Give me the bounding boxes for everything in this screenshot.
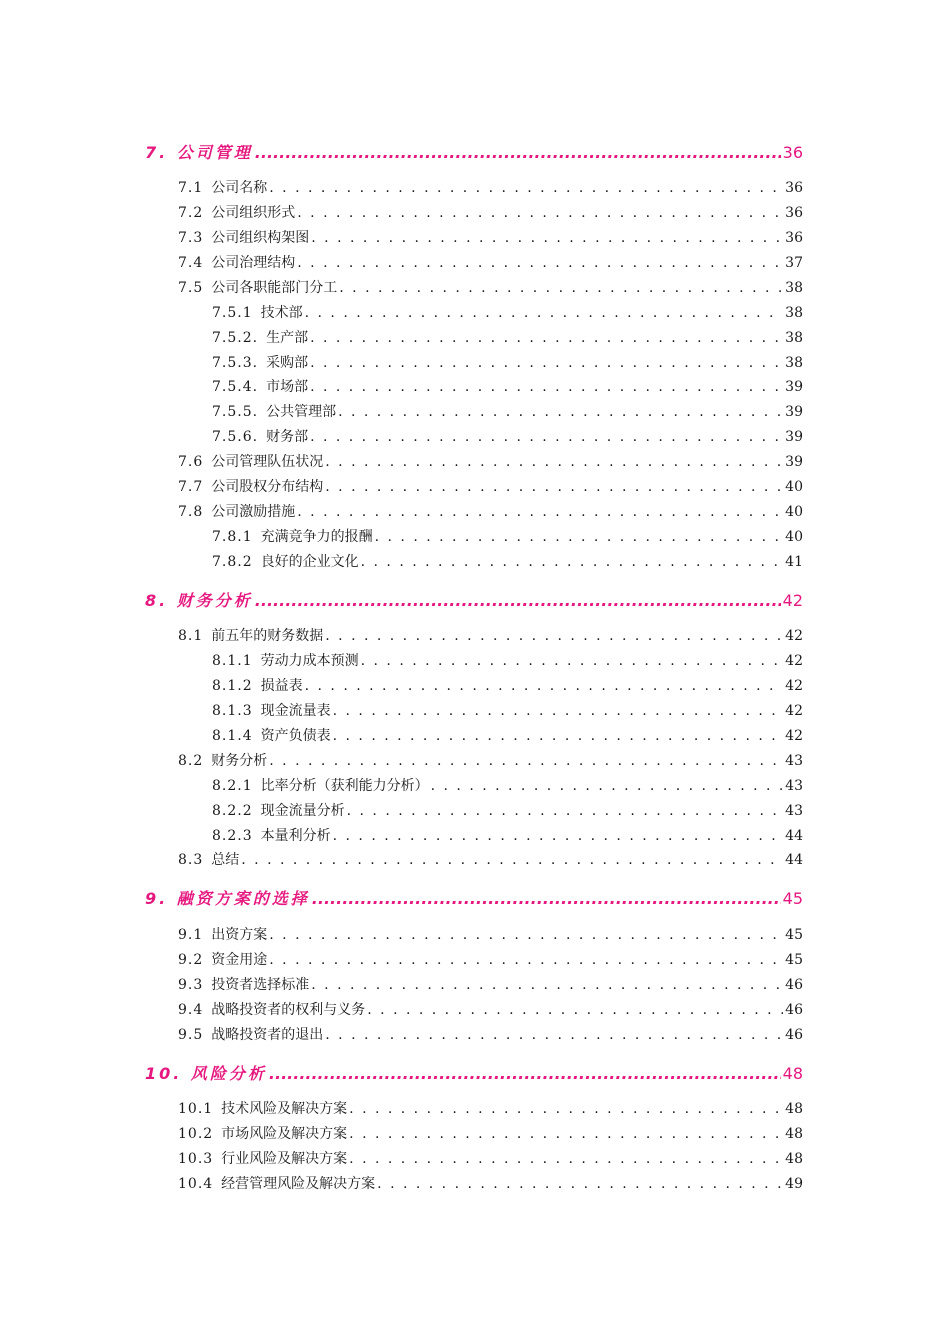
toc-title: 公司各职能部门分工 xyxy=(211,280,338,296)
toc-number: 8.1.1 xyxy=(212,653,253,669)
toc-number: 7.5 xyxy=(178,280,204,296)
toc-subsection[interactable] xyxy=(212,376,803,396)
toc-page-number: 48 xyxy=(782,1064,803,1083)
toc-number: 7.1 xyxy=(178,180,204,196)
toc-label xyxy=(212,825,331,845)
toc-title: 公司管理队伍状况 xyxy=(211,454,324,470)
toc-chapter[interactable] xyxy=(145,1061,803,1084)
toc-section[interactable] xyxy=(178,277,803,297)
toc-number: 9.5 xyxy=(178,1027,204,1043)
toc-number: 7.5.3. xyxy=(212,355,259,371)
toc-label xyxy=(178,277,337,297)
toc-page-number: 42 xyxy=(785,628,803,644)
dot-leader xyxy=(312,889,781,908)
toc-section[interactable] xyxy=(178,252,803,272)
toc-page-number: 42 xyxy=(785,678,803,694)
dot-leader xyxy=(349,1126,783,1142)
dot-leader xyxy=(310,330,783,346)
toc-title: 技术风险及解决方案 xyxy=(221,1101,348,1117)
dot-leader xyxy=(305,678,784,694)
toc-label xyxy=(212,551,359,571)
toc-page-number: 36 xyxy=(785,205,803,221)
toc-label xyxy=(178,849,239,869)
toc-section[interactable] xyxy=(178,501,803,521)
toc-section[interactable] xyxy=(178,625,803,645)
toc-subsection[interactable] xyxy=(212,725,803,745)
toc-page-number: 43 xyxy=(785,778,803,794)
dot-leader xyxy=(310,355,783,371)
toc-title: 财务部 xyxy=(266,429,309,445)
toc-title: 公共管理部 xyxy=(266,404,337,420)
toc-page-number: 45 xyxy=(785,927,803,943)
toc-page-number: 45 xyxy=(782,889,803,908)
toc-number: 10.1 xyxy=(178,1101,214,1117)
toc-title: 生产部 xyxy=(266,330,309,346)
toc-section[interactable] xyxy=(178,1173,803,1193)
toc-label: 8. 财务分析 xyxy=(145,591,253,610)
toc-number: 9.4 xyxy=(178,1002,204,1018)
toc-label xyxy=(212,700,331,720)
toc-section[interactable] xyxy=(178,750,803,770)
toc-section[interactable] xyxy=(178,227,803,247)
toc-page-number: 49 xyxy=(785,1176,803,1192)
toc-section[interactable] xyxy=(178,924,803,944)
toc-page-number: 38 xyxy=(785,330,803,346)
toc-number: 7.8.1 xyxy=(212,529,253,545)
dot-leader xyxy=(269,180,783,196)
toc-number: 8.1.4 xyxy=(212,728,253,744)
toc-label xyxy=(178,202,295,222)
dot-leader xyxy=(375,529,784,545)
toc-section[interactable] xyxy=(178,1148,803,1168)
dot-leader xyxy=(269,1064,781,1083)
toc-page-number: 36 xyxy=(782,143,803,162)
toc-label xyxy=(212,526,373,546)
toc-page-number: 44 xyxy=(785,852,803,868)
toc-subsection[interactable] xyxy=(212,426,803,446)
toc-section[interactable] xyxy=(178,849,803,869)
toc-label xyxy=(178,1123,347,1143)
toc-page-number: 44 xyxy=(785,828,803,844)
toc-page-number: 42 xyxy=(782,591,803,610)
toc-subsection[interactable] xyxy=(212,302,803,322)
toc-number: 7.2 xyxy=(178,205,204,221)
toc-label xyxy=(178,625,323,645)
toc-section[interactable] xyxy=(178,476,803,496)
toc-number: 8.2.1 xyxy=(212,778,253,794)
toc-label xyxy=(212,327,308,347)
toc-number: 10.4 xyxy=(178,1176,214,1192)
dot-leader xyxy=(311,977,783,993)
toc-label xyxy=(212,302,303,322)
toc-number: 7.5.1 xyxy=(212,305,253,321)
toc-label xyxy=(212,401,336,421)
toc-subsection[interactable] xyxy=(212,675,803,695)
toc-label xyxy=(178,999,365,1019)
toc-section[interactable] xyxy=(178,1123,803,1143)
toc-title: 劳动力成本预测 xyxy=(260,653,359,669)
toc-subsection[interactable] xyxy=(212,327,803,347)
toc-page-number: 43 xyxy=(785,803,803,819)
dot-leader xyxy=(333,828,784,844)
dot-leader xyxy=(325,479,783,495)
toc-title: 资产负债表 xyxy=(260,728,331,744)
dot-leader xyxy=(297,504,783,520)
toc-page-number: 40 xyxy=(785,479,803,495)
toc-subsection[interactable] xyxy=(212,800,803,820)
toc-page-number: 48 xyxy=(785,1151,803,1167)
toc-label xyxy=(178,750,267,770)
toc-page-number: 39 xyxy=(785,404,803,420)
toc-number: 9.3 xyxy=(178,977,204,993)
toc-page-number: 45 xyxy=(785,952,803,968)
toc-label xyxy=(178,476,323,496)
toc-title: 资金用途 xyxy=(211,952,268,968)
toc-label xyxy=(178,924,267,944)
dot-leader xyxy=(305,305,784,321)
toc-title: 财务分析 xyxy=(211,753,268,769)
toc-page-number: 48 xyxy=(785,1126,803,1142)
dot-leader xyxy=(241,852,783,868)
toc-section[interactable] xyxy=(178,177,803,197)
toc-label xyxy=(212,650,359,670)
toc-label xyxy=(178,949,267,969)
toc-page-number: 46 xyxy=(785,1027,803,1043)
dot-leader xyxy=(297,255,783,271)
dot-leader xyxy=(361,653,784,669)
toc-number: 7.5.2. xyxy=(212,330,259,346)
dot-leader xyxy=(255,591,781,610)
toc-label xyxy=(212,725,331,745)
toc-subsection[interactable] xyxy=(212,650,803,670)
toc-page-number: 46 xyxy=(785,1002,803,1018)
toc-number: 7.5.6. xyxy=(212,429,259,445)
toc-title: 行业风险及解决方案 xyxy=(221,1151,348,1167)
toc-title: 现金流量表 xyxy=(260,703,331,719)
toc-label xyxy=(178,1148,347,1168)
toc-page-number: 38 xyxy=(785,280,803,296)
toc-title: 公司组织构架图 xyxy=(211,230,310,246)
toc-page-number: 41 xyxy=(785,554,803,570)
toc-section[interactable] xyxy=(178,974,803,994)
toc-page-number: 42 xyxy=(785,653,803,669)
toc-title: 公司股权分布结构 xyxy=(211,479,324,495)
toc-label xyxy=(178,974,309,994)
toc-title: 总结 xyxy=(211,852,240,868)
toc-label xyxy=(212,426,308,446)
toc-label xyxy=(178,177,267,197)
toc-chapter[interactable] xyxy=(145,886,803,909)
dot-leader xyxy=(377,1176,783,1192)
toc-chapter[interactable] xyxy=(145,588,803,611)
toc-title: 现金流量分析 xyxy=(260,803,345,819)
dot-leader xyxy=(349,1101,783,1117)
dot-leader xyxy=(347,803,784,819)
toc-label: 9. 融资方案的选择 xyxy=(145,889,310,908)
dot-leader xyxy=(367,1002,783,1018)
dot-leader xyxy=(349,1151,783,1167)
toc-subsection[interactable] xyxy=(212,352,803,372)
toc-number: 7.8.2 xyxy=(212,554,253,570)
toc-subsection[interactable] xyxy=(212,526,803,546)
toc-title: 市场风险及解决方案 xyxy=(221,1126,348,1142)
toc-page-number: 42 xyxy=(785,703,803,719)
toc-title: 充满竞争力的报酬 xyxy=(260,529,373,545)
toc-title: 比率分析（获利能力分析） xyxy=(260,778,429,794)
dot-leader xyxy=(269,753,783,769)
toc-title: 出资方案 xyxy=(211,927,268,943)
dot-leader xyxy=(297,205,783,221)
toc-page-number: 39 xyxy=(785,379,803,395)
toc-number: 8.1.2 xyxy=(212,678,253,694)
toc-page-number: 36 xyxy=(785,230,803,246)
toc-subsection[interactable] xyxy=(212,825,803,845)
dot-leader xyxy=(339,280,783,296)
toc-number: 7.5.5. xyxy=(212,404,259,420)
dot-leader xyxy=(333,703,784,719)
toc-title: 技术部 xyxy=(260,305,303,321)
toc-number: 8.2.2 xyxy=(212,803,253,819)
toc-page-number: 37 xyxy=(785,255,803,271)
toc-label xyxy=(178,501,295,521)
toc-page-number: 39 xyxy=(785,429,803,445)
toc-label xyxy=(212,352,308,372)
toc-title: 公司组织形式 xyxy=(211,205,296,221)
toc-page-number: 42 xyxy=(785,728,803,744)
toc-section[interactable] xyxy=(178,1098,803,1118)
toc-title: 公司治理结构 xyxy=(211,255,296,271)
toc-subsection[interactable] xyxy=(212,551,803,571)
toc-subsection[interactable] xyxy=(212,775,803,795)
toc-number: 7.4 xyxy=(178,255,204,271)
dot-leader xyxy=(325,1027,783,1043)
toc-title: 采购部 xyxy=(266,355,309,371)
dot-leader xyxy=(325,454,783,470)
dot-leader xyxy=(311,230,783,246)
toc-page-number: 36 xyxy=(785,180,803,196)
dot-leader xyxy=(338,404,783,420)
toc-label xyxy=(212,675,303,695)
toc-title: 战略投资者的退出 xyxy=(211,1027,324,1043)
toc-section[interactable] xyxy=(178,202,803,222)
toc-number: 9.2 xyxy=(178,952,204,968)
toc-label xyxy=(212,800,345,820)
dot-leader xyxy=(310,379,783,395)
toc-title: 前五年的财务数据 xyxy=(211,628,324,644)
toc-section[interactable] xyxy=(178,1024,803,1044)
toc-number: 10.2 xyxy=(178,1126,214,1142)
toc-title: 市场部 xyxy=(266,379,309,395)
toc-page-number: 39 xyxy=(785,454,803,470)
toc-number: 7.6 xyxy=(178,454,204,470)
toc-title: 公司激励措施 xyxy=(211,504,296,520)
toc-label xyxy=(178,227,309,247)
toc-number: 7.8 xyxy=(178,504,204,520)
toc-number: 8.2 xyxy=(178,753,204,769)
toc-page-number: 46 xyxy=(785,977,803,993)
toc-label xyxy=(212,376,308,396)
dot-leader xyxy=(431,778,784,794)
toc-label xyxy=(178,252,295,272)
toc-subsection[interactable] xyxy=(212,401,803,421)
toc-section[interactable] xyxy=(178,949,803,969)
toc-label: 7. 公司管理 xyxy=(145,143,253,162)
toc-number: 8.3 xyxy=(178,852,204,868)
dot-leader xyxy=(333,728,784,744)
dot-leader xyxy=(269,927,783,943)
toc-number: 9.1 xyxy=(178,927,204,943)
toc-title: 经营管理风险及解决方案 xyxy=(221,1176,376,1192)
toc-title: 损益表 xyxy=(260,678,303,694)
toc-page-number: 40 xyxy=(785,529,803,545)
toc-label xyxy=(178,1173,375,1193)
toc-label xyxy=(212,775,429,795)
toc-number: 8.1 xyxy=(178,628,204,644)
toc-number: 7.7 xyxy=(178,479,204,495)
dot-leader xyxy=(269,952,783,968)
toc-title: 良好的企业文化 xyxy=(260,554,359,570)
toc-label xyxy=(178,451,323,471)
toc-number: 7.3 xyxy=(178,230,204,246)
toc-label xyxy=(178,1024,323,1044)
toc-chapter[interactable] xyxy=(145,140,803,163)
toc-title: 公司名称 xyxy=(211,180,268,196)
toc-number: 10.3 xyxy=(178,1151,214,1167)
toc-section[interactable] xyxy=(178,999,803,1019)
toc-title: 投资者选择标准 xyxy=(211,977,310,993)
toc-label xyxy=(178,1098,347,1118)
toc-section[interactable] xyxy=(178,451,803,471)
dot-leader xyxy=(361,554,784,570)
toc-number: 7.5.4. xyxy=(212,379,259,395)
toc-page-number: 38 xyxy=(785,355,803,371)
dot-leader xyxy=(310,429,783,445)
toc-page-number: 38 xyxy=(785,305,803,321)
dot-leader xyxy=(325,628,783,644)
toc-title: 本量利分析 xyxy=(260,828,331,844)
toc-page-number: 43 xyxy=(785,753,803,769)
toc-number: 8.2.3 xyxy=(212,828,253,844)
toc-page-number: 40 xyxy=(785,504,803,520)
dot-leader xyxy=(255,143,781,162)
toc-number: 8.1.3 xyxy=(212,703,253,719)
toc-title: 战略投资者的权利与义务 xyxy=(211,1002,366,1018)
toc-label: 10. 风险分析 xyxy=(145,1064,267,1083)
toc-subsection[interactable] xyxy=(212,700,803,720)
toc-page-number: 48 xyxy=(785,1101,803,1117)
